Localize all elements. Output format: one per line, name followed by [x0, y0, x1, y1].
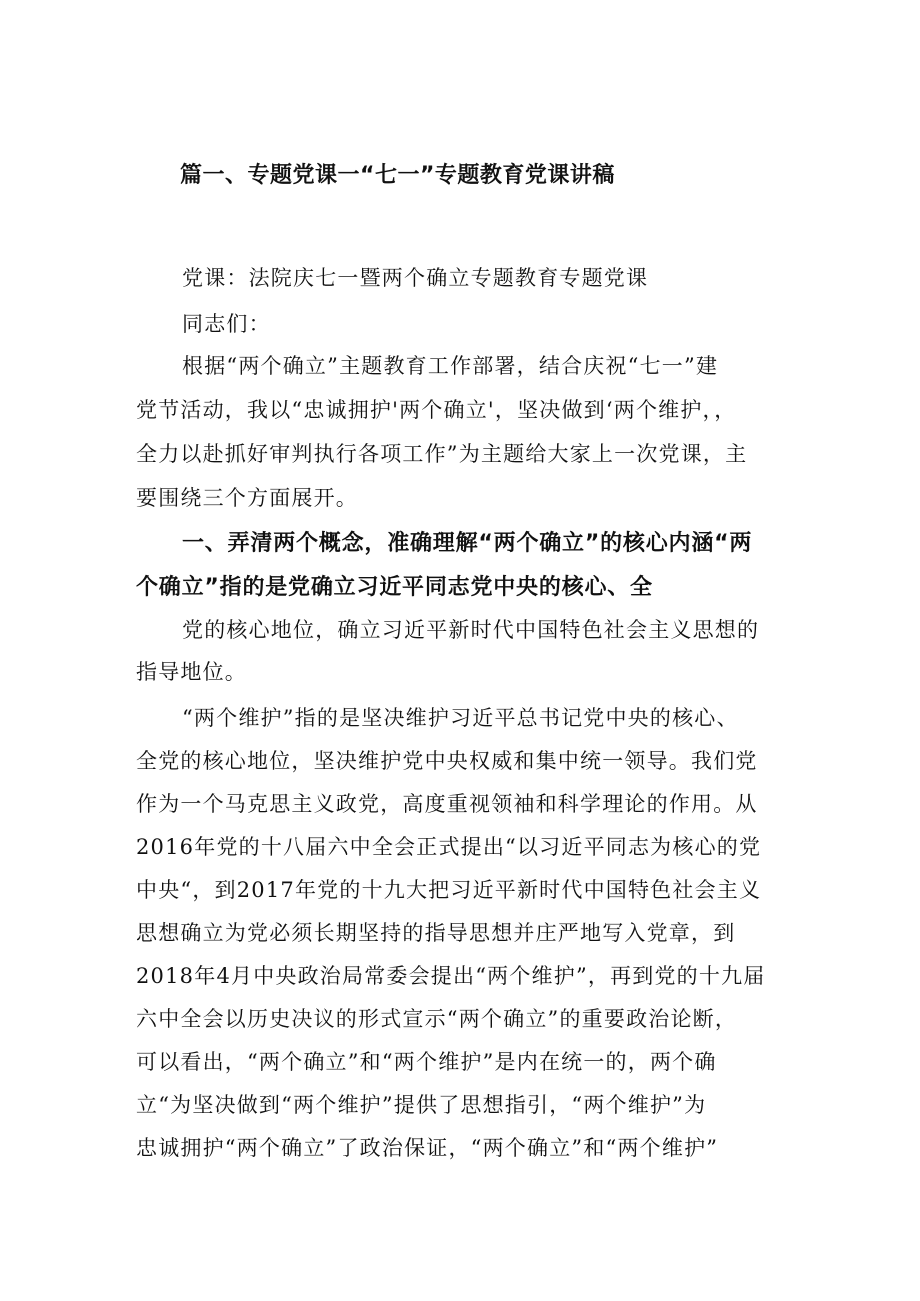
paragraph-line: 思想确立为党必须长期坚持的指导思想并庄严地写入党章，到	[136, 921, 736, 945]
lecture-subtitle: 党课：法院庆七一暨两个确立专题教育专题党课	[182, 266, 649, 290]
paragraph-line: 作为一个马克思主义政党，高度重视领袖和科学理论的作用。从	[136, 792, 758, 816]
document-title: 篇一、专题党课一“七一”专题教育党课讲稿	[180, 163, 615, 188]
paragraph-line: 忠诚拥护“两个确立”了政治保证，“两个确立”和“两个维护”	[136, 1136, 719, 1160]
paragraph-line: 2018年4月中央政治局常委会提出“两个维护”，再到党的十九届	[136, 964, 766, 988]
section-heading-line: 一、弄清两个概念，准确理解“两个确立”的核心内涵“两	[182, 531, 753, 556]
section-heading-line: 个确立”指的是党确立习近平同志党中央的核心、全	[136, 575, 653, 600]
paragraph-line: “两个维护”指的是坚决维护习近平总书记党中央的核心、	[182, 706, 739, 730]
paragraph-line: 中央“，到2017年党的十九大把习近平新时代中国特色社会主义	[136, 878, 762, 902]
intro-line: 要围绕三个方面展开。	[136, 486, 358, 510]
paragraph-line: 六中全会以历史决议的形式宣示“两个确立”的重要政治论断，	[136, 1007, 738, 1031]
section-body-line: 指导地位。	[136, 660, 247, 684]
paragraph-line: 可以看出，“两个确立”和“两个维护”是内在统一的，两个确	[136, 1050, 717, 1074]
section-body-line: 党的核心地位，确立习近平新时代中国特色社会主义思想的	[182, 618, 760, 642]
intro-line: 根据“两个确立”主题教育工作部署，结合庆祝“七一”建	[182, 354, 719, 378]
greeting: 同志们：	[182, 312, 271, 336]
paragraph-line: 立“为坚决做到“两个维护”提供了思想指引，“两个维护”为	[136, 1093, 707, 1117]
intro-line: 全力以赴抓好审判执行各项工作”为主题给大家上一次党课，主	[136, 442, 748, 466]
paragraph-line: 2016年党的十八届六中全会正式提出“以习近平同志为核心的党	[136, 835, 762, 859]
intro-line: 党节活动，我以“忠诚拥护'两个确立'，坚决做到‘两个维护，，	[136, 398, 737, 422]
paragraph-line: 全党的核心地位，坚决维护党中央权威和集中统一领导。我们党	[136, 749, 758, 773]
